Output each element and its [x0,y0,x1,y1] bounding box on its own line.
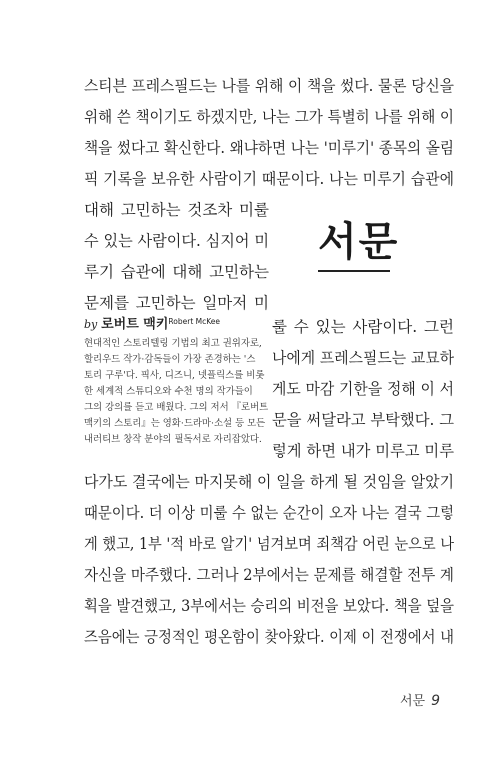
body-line: 게도 마감 기한을 정해 이 서 [272,380,454,398]
author-bio-line: 토리 구루'다. 픽사, 디즈니, 넷플릭스를 비롯 [84,370,265,381]
author-bio-line: 한 세계적 스튜디오와 수천 명의 작가들이 [84,386,253,397]
author-byline [84,314,220,333]
author-bio-line: 현대적인 스토리텔링 기법의 최고 권위자로, [84,338,262,349]
body-line: 나에게 프레스필드는 교묘하 [272,349,454,367]
body-line: 수 있는 사람이다. 심지어 미 [84,232,269,250]
author-name-en: Robert McKee [168,317,221,326]
page-footer [400,690,440,709]
body-line: 대해 고민하는 것조차 미룰 [84,201,269,219]
body-line: 다가도 결국에는 마지못해 이 일을 하게 될 것임을 알았기 [84,473,454,491]
author-name: 로버트 맥키 [101,317,169,332]
body-line: 게 했고, 1부 '적 바로 알기' 넘겨보며 죄책감 어린 눈으로 나 [84,535,454,553]
body-line: 즈음에는 긍정적인 평온함이 찾아왔다. 이제 이 전쟁에서 내 [84,628,454,646]
author-bio-line: 할리우드 작가·감독들이 가장 존경하는 '스 [84,354,256,365]
author-bio-line: 그의 강의를 듣고 배웠다. 그의 저서 『로버트 [84,402,269,413]
author-bio-line: 맥키의 스토리』는 영화·드라마·소설 등 모든 [84,418,266,429]
chapter-title: 서문 [318,219,400,265]
body-line: 문제를 고민하는 일마저 미 [84,294,269,312]
body-line: 스티븐 프레스필드는 나를 위해 이 책을 썼다. 물론 당신을 [84,77,454,95]
body-line: 룰 수 있는 사람이다. 그런 [272,318,454,336]
body-line: 픽 기록을 보유한 사람이기 때문이다. 나는 미루기 습관에 [84,170,454,188]
title-underline [318,270,390,272]
body-line: 위해 쓴 책이기도 하겠지만, 나는 그가 특별히 나를 위해 이 [84,108,454,126]
body-line: 때문이다. 더 이상 미룰 수 없는 순간이 오자 나는 결국 그렇 [84,504,454,522]
body-line: 문을 써달라고 부탁했다. 그 [272,411,454,429]
body-line: 책을 썼다고 확신한다. 왜냐하면 나는 '미루기' 종목의 올림 [84,139,454,157]
footer-section-title: 서문 [399,694,426,709]
author-bio-line: 내러티브 창작 분야의 필독서로 자리잡았다. [84,434,262,445]
byline-by: by [84,318,98,331]
body-line: 렇게 하면 내가 미루고 미루 [272,442,454,460]
page-number: 9 [431,693,440,709]
body-line: 루기 습관에 대해 고민하는 [84,263,269,281]
body-line: 자신을 마주했다. 그러나 2부에서는 문제를 해결할 전투 계 [84,566,454,584]
body-line: 획을 발견했고, 3부에서는 승리의 비전을 보았다. 책을 덮을 [84,597,454,615]
